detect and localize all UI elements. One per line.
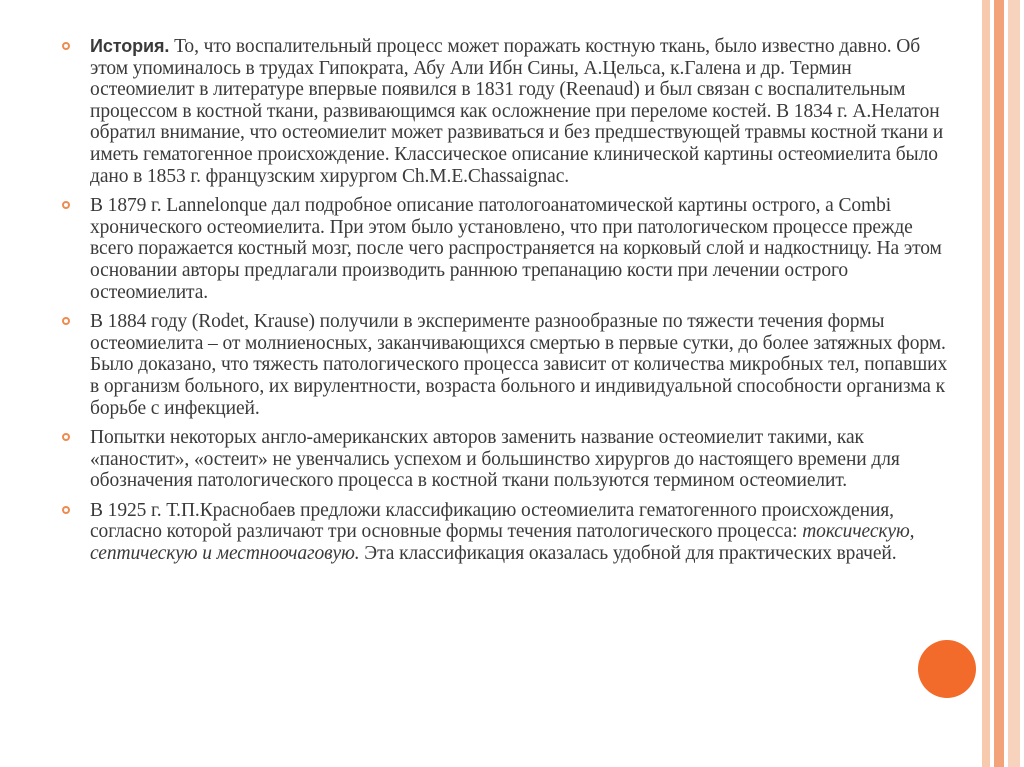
bullet-icon — [62, 433, 70, 441]
bullet-list — [62, 36, 952, 573]
list-item-text: То, что воспалительный процесс может поражать костную ткань, было известно давно. Об этом упоминалось в трудах Гипократа, Абу Али Ибн Сины, А.Цельса, к.Галена и др. Термин остеомиелит в литературе впервые появился в 1831 году (Reenaud) и был связан с воспалительным процессом в костной ткани, развивающимся как осложнение при переломе костей. В 1834 г. А.Нелатон обратил внимание, что остеомиелит может развиваться и без предшествующей травмы костной ткани и иметь гематогенное происхождение. Классическое описание клинической картины остеомиелита было дано в 1853 г. французским хирургом Ch.M.E.Chassaignac. — [90, 36, 944, 187]
history-heading: История. — [90, 36, 170, 56]
list-item-text: В 1884 году (Rodet, Krause) получили в эксперименте разнообразные по тяжести течения формы остеомиелита – от молниеносных, заканчивающихся смертью в первые сутки, до более затяжных форм. Было доказано, что тяжесть патологического процесса зависит от количества микробных тел, попавших в организм больного, их вирулентности, возраста больного и индивидуальной способности организма к борьбе с инфекцией. — [90, 311, 948, 419]
list-item — [62, 427, 952, 492]
list-item — [62, 36, 952, 187]
bullet-icon — [62, 201, 70, 209]
stripe-1 — [982, 0, 990, 767]
bullet-icon — [62, 42, 70, 50]
bullet-icon — [62, 506, 70, 514]
decorative-stripes — [980, 0, 1024, 767]
list-item-text: Эта классификация оказалась удобной для практических врачей. — [359, 543, 897, 565]
stripe-3 — [1008, 0, 1020, 767]
list-item-text: В 1879 г. Lannelonque дал подробное описание патологоанатомической картины острого, а Combi хронического остеомиелита. При этом было установлено, что при патологическом процессе прежде всего поражается костный мозг, после чего распространяется на корковый слой и надкостницу. На этом основании авторы предлагали производить раннюю трепанацию кости при лечении острого остеомиелита. — [90, 195, 942, 303]
orange-circle-decoration — [918, 640, 976, 698]
list-item — [62, 500, 952, 565]
stripe-2 — [994, 0, 1004, 767]
bullet-icon — [62, 317, 70, 325]
list-item-text: В 1925 г. Т.П.Краснобаев предложи классификацию остеомиелита гематогенного происхождения, согласно которой различают три основные формы течения патологического процесса: — [90, 499, 894, 543]
list-item-emphasis: токсическую, септическую и местноочаговую. — [90, 521, 915, 565]
list-item-text: Попытки некоторых англо-американских авторов заменить название остеомиелит такими, как «паностит», «остеит» не увенчались успехом и большинство хирургов до настоящего времени для обозначения патологического процесса в костной ткани пользуются термином остеомиелит. — [90, 427, 900, 492]
list-item — [62, 311, 952, 419]
list-item — [62, 195, 952, 303]
